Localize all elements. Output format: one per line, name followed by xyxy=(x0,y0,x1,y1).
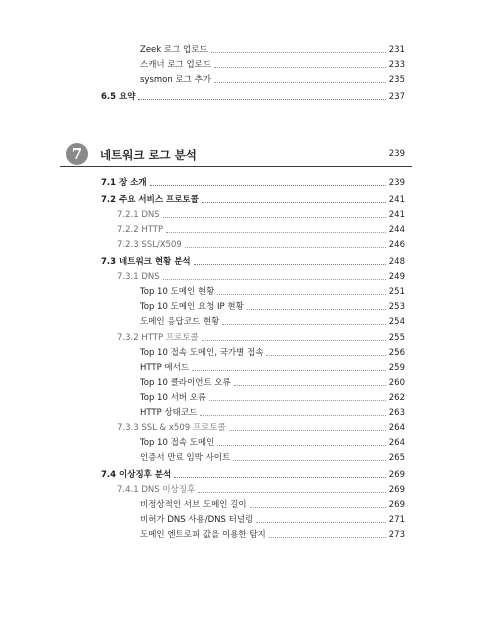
toc-entry-title: 인증서 만료 임박 사이트 xyxy=(140,452,231,463)
toc-entry xyxy=(140,392,405,404)
toc-entry-page: 254 xyxy=(388,317,405,328)
toc-entry-page: 231 xyxy=(388,45,405,55)
toc-leader-dots xyxy=(229,429,386,431)
toc-entry-title: 비허가 DNS 사용/DNS 터널링 xyxy=(140,515,254,526)
toc-entry-page: 262 xyxy=(388,392,405,403)
toc-leader-dots xyxy=(214,81,386,83)
toc-subsection xyxy=(117,239,405,251)
toc-leader-dots xyxy=(217,444,385,446)
toc-leader-dots xyxy=(194,263,386,265)
toc-entry xyxy=(140,437,405,449)
toc-entry-title: 7.2.3 SSL/X509 xyxy=(117,240,182,251)
toc-section-page: 237 xyxy=(388,92,405,102)
toc-subsection xyxy=(117,209,405,221)
toc-entry-page: 265 xyxy=(388,452,405,463)
toc-entry-page: 263 xyxy=(388,407,405,418)
toc-leader-dots xyxy=(163,216,386,218)
toc-entry-page: 264 xyxy=(388,422,405,433)
toc-entry-page: 244 xyxy=(388,225,405,236)
toc-leader-dots xyxy=(202,201,386,203)
toc-entry xyxy=(140,377,405,389)
toc-entry xyxy=(140,59,405,71)
toc-entry-page: 269 xyxy=(388,469,405,480)
toc-entry xyxy=(140,499,405,511)
toc-entry-page: 273 xyxy=(388,530,405,541)
toc-entry-page: 269 xyxy=(388,485,405,495)
toc-leader-dots xyxy=(256,521,386,523)
toc-leader-dots xyxy=(211,51,386,53)
toc-leader-dots xyxy=(174,476,386,478)
toc-entry-page: 235 xyxy=(388,75,405,85)
toc-leader-dots xyxy=(163,278,386,280)
toc-entry-page: 241 xyxy=(388,210,405,221)
toc-entry-page: 264 xyxy=(388,437,405,448)
toc-entry-title: 7.2 주요 서비스 프로토콜 xyxy=(101,195,199,206)
toc-entry-page: 253 xyxy=(388,302,405,313)
toc-entry-title: 도메인 응답코드 현황 xyxy=(140,317,220,328)
toc-section xyxy=(101,91,405,103)
toc-entry-page: 271 xyxy=(388,515,405,526)
toc-leader-dots xyxy=(166,231,386,233)
toc-subsection xyxy=(117,422,405,434)
toc-leader-dots xyxy=(250,506,386,508)
toc-entry-title: 도메인 엔트로피 값을 이용한 탐지 xyxy=(140,530,266,541)
toc-leader-dots xyxy=(198,491,386,493)
toc-entry-page: 269 xyxy=(388,500,405,511)
chapter-number-badge xyxy=(66,143,88,165)
toc-section xyxy=(101,194,405,206)
toc-leader-dots xyxy=(266,354,385,356)
toc-entry-page: 260 xyxy=(388,377,405,388)
toc-leader-dots xyxy=(233,459,386,461)
toc-entry-title: 7.3.1 DNS xyxy=(117,272,160,283)
toc-leader-dots xyxy=(150,184,386,186)
toc-entry-title: Top 10 접속 도메인 xyxy=(140,437,215,448)
toc-entry xyxy=(140,407,405,419)
toc-entry-page: 233 xyxy=(388,60,405,70)
toc-entry-title: sysmon 로그 추가 xyxy=(140,75,212,85)
toc-entry-title: 7.3 네트워크 현황 분석 xyxy=(101,257,191,268)
toc-entry-page: 255 xyxy=(388,332,405,343)
toc-entry-title: Top 10 클라이언트 오류 xyxy=(140,377,231,388)
chapter-page: 239 xyxy=(388,149,405,159)
toc-entry-title: Top 10 접속 도메인, 국가별 접속 xyxy=(140,347,264,358)
toc-entry-page: 241 xyxy=(388,195,405,206)
toc-entry-title: 7.2.1 DNS xyxy=(117,210,160,221)
toc-entry-page: 248 xyxy=(388,257,405,268)
toc-entry-page: 246 xyxy=(388,240,405,251)
toc-subsection xyxy=(117,271,405,283)
chapter-number: 7 xyxy=(71,145,83,163)
toc-entry-title: 7.2.2 HTTP xyxy=(117,225,164,236)
toc-entry-title: 스캐너 로그 업로드 xyxy=(140,60,212,70)
toc-entry-page: 256 xyxy=(388,347,405,358)
toc-leader-dots xyxy=(214,66,386,68)
chapter-title: 네트워크 로그 분석 xyxy=(100,148,197,162)
toc-section xyxy=(101,256,405,268)
toc-leader-dots xyxy=(217,293,385,295)
toc-entry-title: 7.3.2 HTTP 프로토콜 xyxy=(117,332,199,343)
toc-entry-title: 7.1 장 소개 xyxy=(101,178,147,188)
toc-leader-dots xyxy=(202,339,386,341)
toc-entry-title: Zeek 로그 업로드 xyxy=(140,45,208,55)
toc-section xyxy=(101,177,405,189)
toc-subsection xyxy=(117,332,405,344)
toc-entry-page: 249 xyxy=(388,272,405,283)
toc-entry-page: 239 xyxy=(388,178,405,188)
toc-leader-dots xyxy=(192,369,386,371)
toc-entry-title: Top 10 도메인 현황 xyxy=(140,287,215,298)
toc-leader-dots xyxy=(209,399,386,401)
toc-leader-dots xyxy=(234,384,386,386)
chapter-divider xyxy=(60,166,412,167)
toc-section xyxy=(101,469,405,481)
toc-entry xyxy=(140,514,405,526)
toc-subsection xyxy=(117,484,405,496)
toc-entry xyxy=(140,529,405,541)
toc-entry-title: Top 10 도메인 요청 IP 현황 xyxy=(140,302,244,313)
toc-entry xyxy=(140,452,405,464)
toc-entry-title: 7.4 이상징후 분석 xyxy=(101,469,172,480)
toc-leader-dots xyxy=(185,246,386,248)
toc-entry xyxy=(140,286,405,298)
toc-entry-title: 7.3.3 SSL & x509 프로토콜 xyxy=(117,422,226,433)
toc-entry-page: 251 xyxy=(388,287,405,298)
toc-subsection xyxy=(117,224,405,236)
toc-entry-title: HTTP 상태코드 xyxy=(140,407,198,418)
toc-leader-dots xyxy=(138,98,385,100)
toc-entry xyxy=(140,362,405,374)
toc-leader-dots xyxy=(269,536,386,538)
toc-leader-dots xyxy=(200,414,385,416)
toc-section-title: 6.5 요약 xyxy=(101,92,136,102)
toc-entry-title: 비정상적인 서브 도메인 길이 xyxy=(140,500,247,511)
toc-entry xyxy=(140,301,405,313)
toc-leader-dots xyxy=(222,323,385,325)
toc-entry xyxy=(140,74,405,86)
toc-leader-dots xyxy=(247,308,386,310)
toc-entry-title: Top 10 서버 오류 xyxy=(140,392,207,403)
toc-entry xyxy=(140,347,405,359)
toc-entry-title: 7.4.1 DNS 이상징후 xyxy=(117,485,196,495)
toc-entry-page: 259 xyxy=(388,362,405,373)
toc-entry-title: HTTP 메서드 xyxy=(140,362,190,373)
toc-entry xyxy=(140,44,405,56)
toc-entry xyxy=(140,316,405,328)
